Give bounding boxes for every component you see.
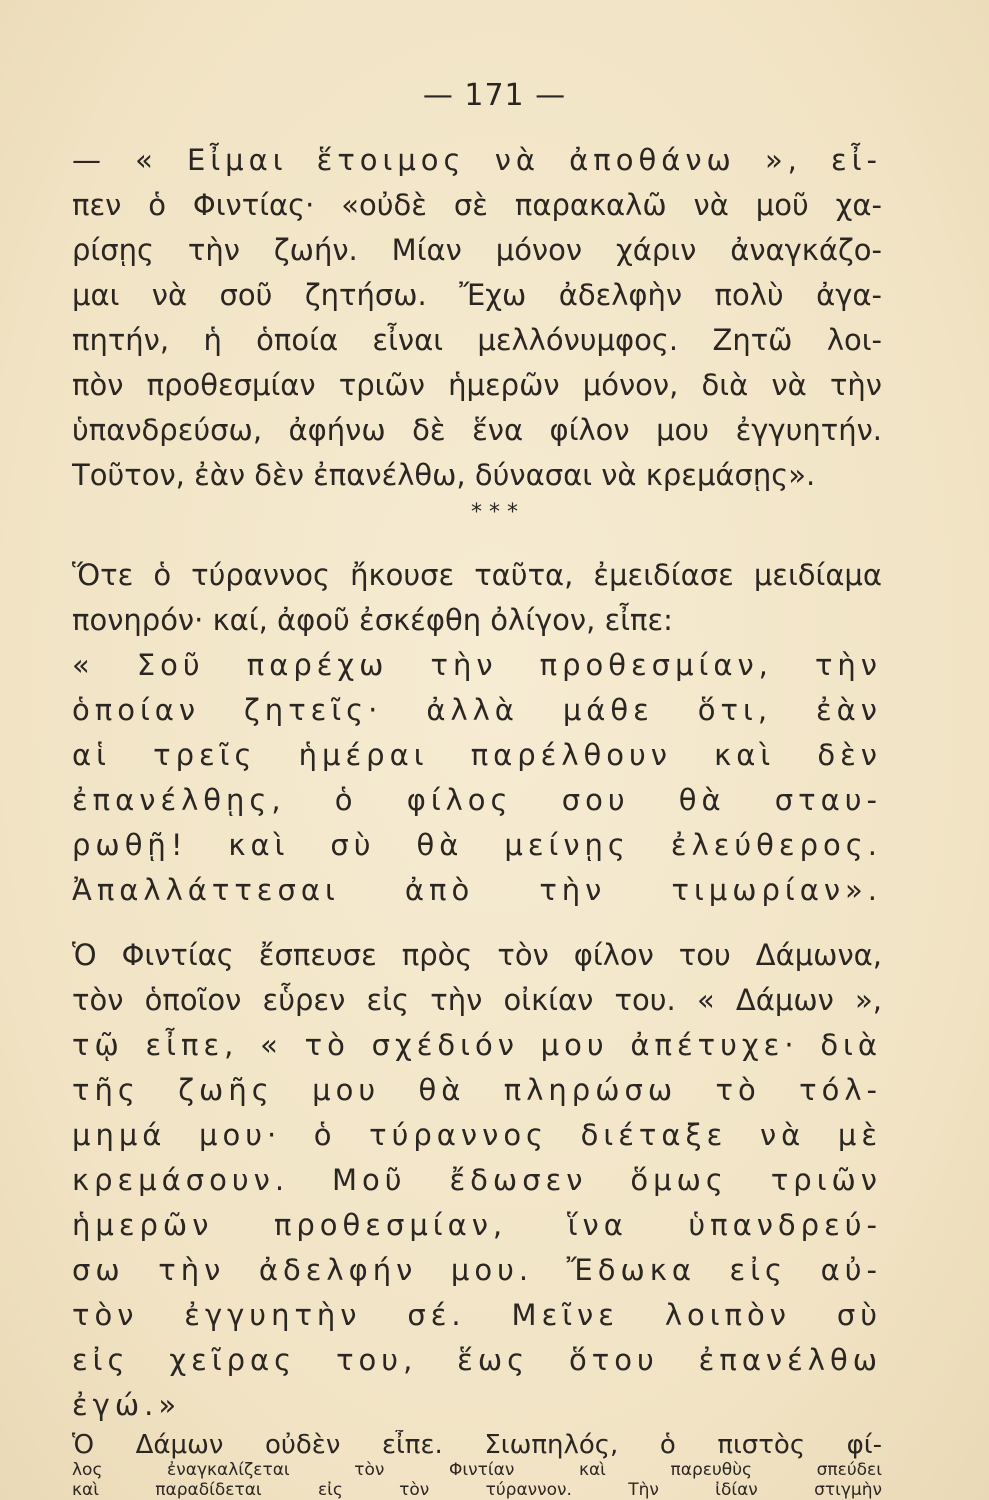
text-line: τῷ εἶπε, « τὸ σχέδιόν μου ἀπέτυχε· διὰ: [72, 1028, 882, 1062]
text-line: τὸν ὁποῖον εὗρεν εἰς τὴν οἰκίαν του. « Δάμων »,: [72, 983, 882, 1017]
text-line: ἐπανέλθῃς, ὁ φίλος σου θὰ σταυ-: [72, 783, 882, 817]
text-line: Ὁ Φιντίας ἔσπευσε πρὸς τὸν φίλον του Δάμωνα,: [72, 938, 882, 972]
text-line: τὸν ἐγγυητὴν σέ. Μεῖνε λοιπὸν σὺ: [72, 1298, 882, 1332]
text-line: καὶ παραδίδεται εἰς τὸν τύραννον. Τὴν ἰδίαν στιγμὴν: [72, 1480, 882, 1500]
text-line: ρωθῇ! καὶ σὺ θὰ μείνῃς ἐλεύθερος.: [72, 828, 882, 862]
text-line: μημά μου· ὁ τύραννος διέταξε νὰ μὲ: [72, 1118, 882, 1152]
text-line: εἰς χεῖρας του, ἕως ὅτου ἐπανέλθω: [72, 1343, 882, 1377]
text-line: τῆς ζωῆς μου θὰ πληρώσω τὸ τόλ-: [72, 1073, 882, 1107]
text-line: Ὅτε ὁ τύραννος ἤκουσε ταῦτα, ἐμειδίασε μειδίαμα: [72, 558, 882, 592]
text-line: μαι νὰ σοῦ ζητήσω. Ἔχω ἀδελφὴν πολὺ ἀγα-: [72, 278, 882, 312]
text-line: « Σοῦ παρέχω τὴν προθεσμίαν, τὴν: [72, 648, 882, 682]
text-line: Τοῦτον, ἐὰν δὲν ἐπανέλθω, δύνασαι νὰ κρεμάσῃς».: [72, 458, 816, 492]
text-line: ὁποίαν ζητεῖς· ἀλλὰ μάθε ὅτι, ἐὰν: [72, 693, 882, 727]
page-number: — 171 —: [422, 78, 567, 113]
text-line: ὑπανδρεύσω, ἀφήνω δὲ ἕνα φίλον μου ἐγγυητήν.: [72, 413, 882, 447]
text-line: ρίσῃς τὴν ζωήν. Μίαν μόνον χάριν ἀναγκάζο-: [72, 233, 882, 267]
text-line: ἡμερῶν προθεσμίαν, ἵνα ὑπανδρεύ-: [72, 1208, 882, 1242]
text-line: πεν ὁ Φιντίας· «οὐδὲ σὲ παρακαλῶ νὰ μοῦ χα-: [72, 188, 882, 222]
text-line: — « Εἶμαι ἕτοιμος νὰ ἀποθάνω », εἶ-: [72, 143, 882, 177]
text-line: Ὁ Δάμων οὐδὲν εἶπε. Σιωπηλός, ὁ πιστὸς φί-: [72, 1430, 882, 1460]
text-line: αἱ τρεῖς ἡμέραι παρέλθουν καὶ δὲν: [72, 738, 882, 772]
text-line: σω τὴν ἀδελφήν μου. Ἔδωκα εἰς αὐ-: [72, 1253, 882, 1287]
text-line: κρεμάσουν. Μοῦ ἔδωσεν ὅμως τριῶν: [72, 1163, 882, 1197]
text-line: ἐγώ.»: [72, 1388, 182, 1422]
text-line: πητήν, ἡ ὁποία εἶναι μελλόνυμφος. Ζητῶ λοι-: [72, 323, 882, 357]
text-line: πονηρόν· καί, ἀφοῦ ἐσκέφθη ὀλίγον, εἶπε:: [72, 603, 673, 637]
text-line: λος ἐναγκαλίζεται τὸν Φιντίαν καὶ παρευθὺς σπεύδει: [72, 1460, 882, 1480]
text-line: πὸν προθεσμίαν τριῶν ἡμερῶν μόνον, διὰ νὰ τὴν: [72, 368, 882, 402]
section-separator: * * *: [471, 500, 518, 525]
text-line: Ἀπαλλάττεσαι ἀπὸ τὴν τιμωρίαν».: [72, 873, 882, 907]
